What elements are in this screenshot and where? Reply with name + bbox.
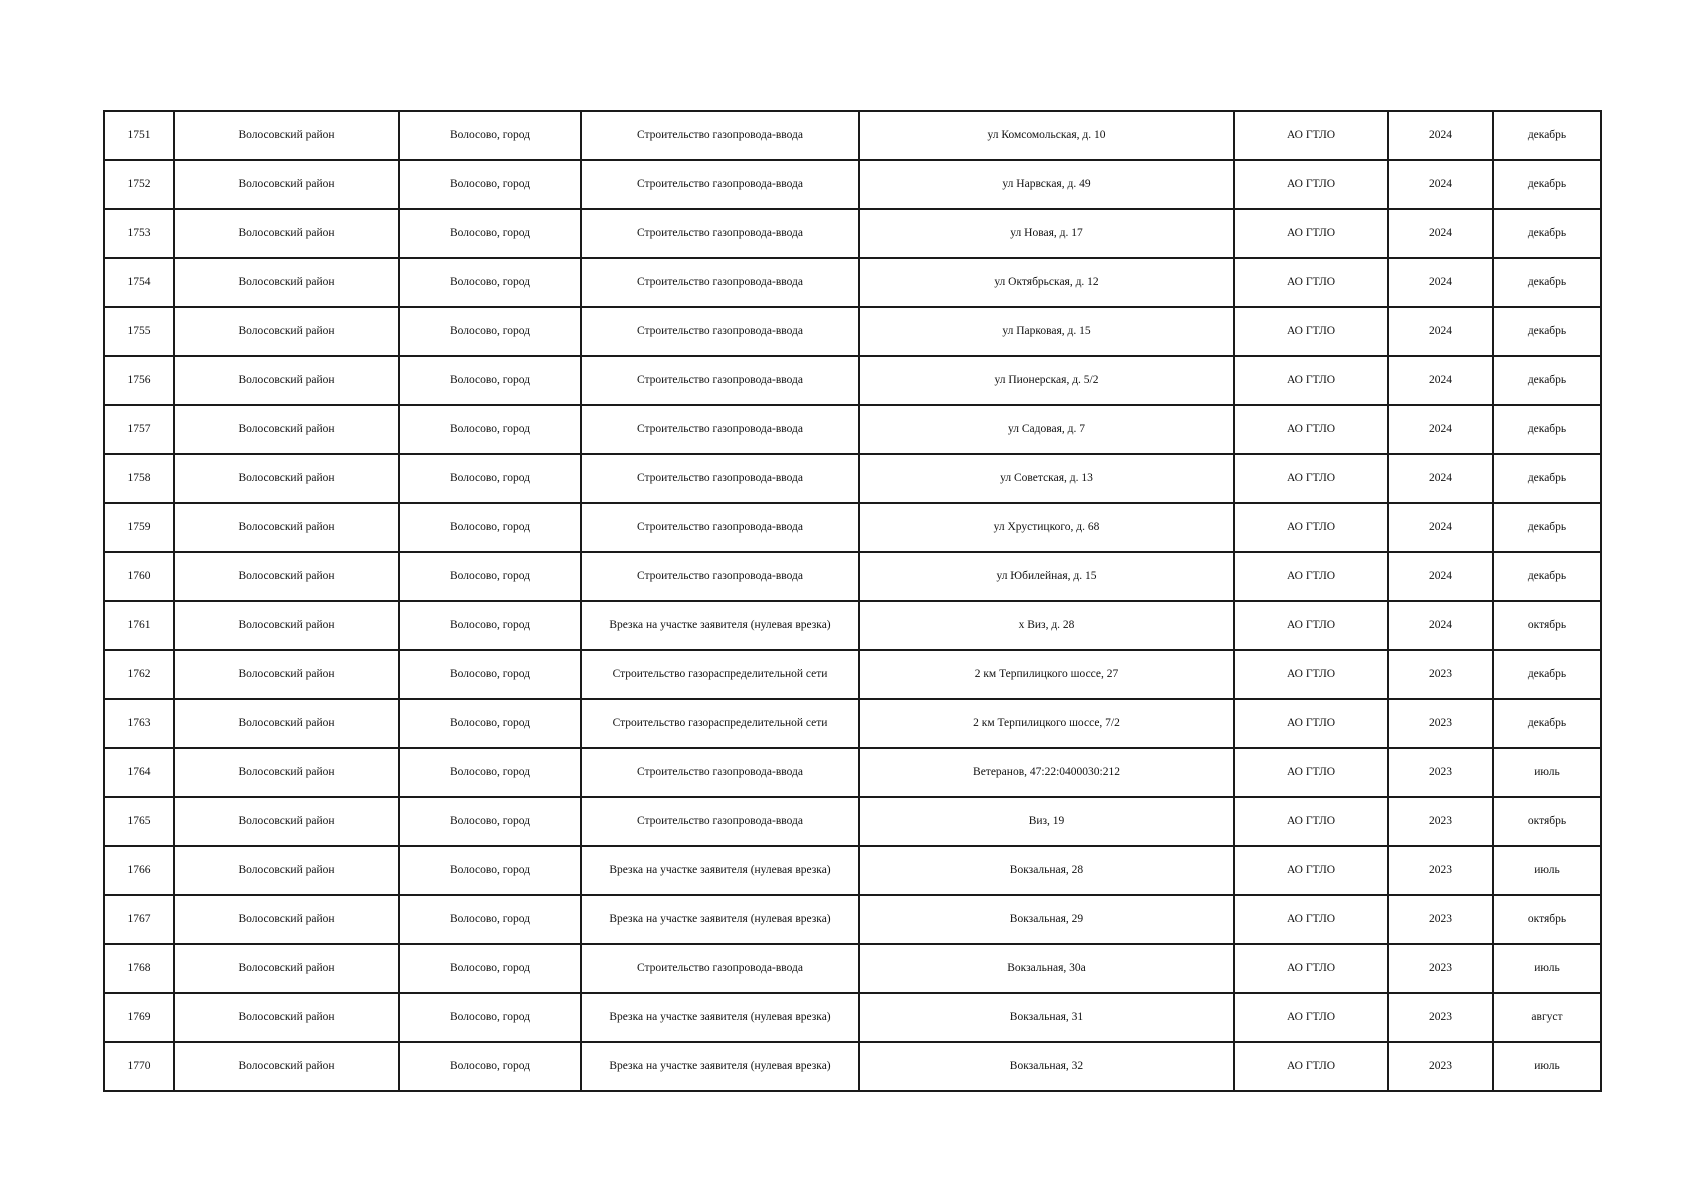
cell-district: Волосовский район xyxy=(174,307,399,356)
cell-district: Волосовский район xyxy=(174,209,399,258)
cell-settlement: Волосово, город xyxy=(399,356,581,405)
cell-district: Волосовский район xyxy=(174,454,399,503)
cell-settlement: Волосово, город xyxy=(399,846,581,895)
cell-address: ул Юбилейная, д. 15 xyxy=(859,552,1234,601)
cell-district: Волосовский район xyxy=(174,160,399,209)
cell-month: октябрь xyxy=(1493,895,1601,944)
cell-year: 2024 xyxy=(1388,307,1493,356)
table-row xyxy=(104,699,1601,748)
cell-settlement: Волосово, город xyxy=(399,650,581,699)
cell-number: 1754 xyxy=(104,258,174,307)
cell-address: ул Хрустицкого, д. 68 xyxy=(859,503,1234,552)
cell-month: декабрь xyxy=(1493,356,1601,405)
cell-organization: АО ГТЛО xyxy=(1234,160,1388,209)
cell-district: Волосовский район xyxy=(174,356,399,405)
cell-address: ул Садовая, д. 7 xyxy=(859,405,1234,454)
cell-month: декабрь xyxy=(1493,552,1601,601)
table-row xyxy=(104,601,1601,650)
cell-address: Вокзальная, 30а xyxy=(859,944,1234,993)
cell-work-type: Врезка на участке заявителя (нулевая врезка) xyxy=(581,993,859,1042)
cell-organization: АО ГТЛО xyxy=(1234,797,1388,846)
cell-organization: АО ГТЛО xyxy=(1234,503,1388,552)
cell-work-type: Строительство газопровода-ввода xyxy=(581,944,859,993)
cell-number: 1762 xyxy=(104,650,174,699)
cell-settlement: Волосово, город xyxy=(399,699,581,748)
cell-year: 2023 xyxy=(1388,944,1493,993)
table-row xyxy=(104,111,1601,160)
cell-number: 1759 xyxy=(104,503,174,552)
cell-work-type: Строительство газопровода-ввода xyxy=(581,307,859,356)
cell-year: 2023 xyxy=(1388,650,1493,699)
cell-work-type: Строительство газораспределительной сети xyxy=(581,650,859,699)
cell-month: декабрь xyxy=(1493,454,1601,503)
cell-settlement: Волосово, город xyxy=(399,111,581,160)
cell-organization: АО ГТЛО xyxy=(1234,993,1388,1042)
cell-settlement: Волосово, город xyxy=(399,895,581,944)
cell-organization: АО ГТЛО xyxy=(1234,748,1388,797)
table-row xyxy=(104,650,1601,699)
cell-address: х Виз, д. 28 xyxy=(859,601,1234,650)
table-body xyxy=(104,111,1601,1091)
cell-settlement: Волосово, город xyxy=(399,1042,581,1091)
cell-settlement: Волосово, город xyxy=(399,601,581,650)
cell-address: ул Пионерская, д. 5/2 xyxy=(859,356,1234,405)
cell-address: ул Октябрьская, д. 12 xyxy=(859,258,1234,307)
cell-work-type: Строительство газораспределительной сети xyxy=(581,699,859,748)
cell-year: 2024 xyxy=(1388,454,1493,503)
cell-organization: АО ГТЛО xyxy=(1234,846,1388,895)
table-row xyxy=(104,356,1601,405)
cell-address: Вокзальная, 29 xyxy=(859,895,1234,944)
cell-district: Волосовский район xyxy=(174,650,399,699)
cell-month: декабрь xyxy=(1493,209,1601,258)
table-row xyxy=(104,258,1601,307)
cell-month: август xyxy=(1493,993,1601,1042)
table-row xyxy=(104,895,1601,944)
cell-district: Волосовский район xyxy=(174,846,399,895)
table-row xyxy=(104,454,1601,503)
cell-district: Волосовский район xyxy=(174,797,399,846)
cell-district: Волосовский район xyxy=(174,552,399,601)
cell-number: 1768 xyxy=(104,944,174,993)
cell-year: 2024 xyxy=(1388,160,1493,209)
cell-month: июль xyxy=(1493,1042,1601,1091)
cell-settlement: Волосово, город xyxy=(399,748,581,797)
cell-month: июль xyxy=(1493,846,1601,895)
cell-month: октябрь xyxy=(1493,797,1601,846)
cell-number: 1763 xyxy=(104,699,174,748)
cell-year: 2024 xyxy=(1388,356,1493,405)
cell-month: декабрь xyxy=(1493,650,1601,699)
table-row xyxy=(104,160,1601,209)
cell-year: 2024 xyxy=(1388,405,1493,454)
cell-settlement: Волосово, город xyxy=(399,944,581,993)
table-row xyxy=(104,993,1601,1042)
cell-organization: АО ГТЛО xyxy=(1234,356,1388,405)
cell-district: Волосовский район xyxy=(174,895,399,944)
cell-district: Волосовский район xyxy=(174,993,399,1042)
cell-number: 1753 xyxy=(104,209,174,258)
cell-address: ул Советская, д. 13 xyxy=(859,454,1234,503)
cell-settlement: Волосово, город xyxy=(399,552,581,601)
cell-organization: АО ГТЛО xyxy=(1234,307,1388,356)
cell-month: декабрь xyxy=(1493,258,1601,307)
cell-organization: АО ГТЛО xyxy=(1234,895,1388,944)
cell-work-type: Строительство газопровода-ввода xyxy=(581,209,859,258)
cell-address: ул Комсомольская, д. 10 xyxy=(859,111,1234,160)
cell-number: 1769 xyxy=(104,993,174,1042)
cell-work-type: Врезка на участке заявителя (нулевая врезка) xyxy=(581,895,859,944)
cell-year: 2023 xyxy=(1388,699,1493,748)
table-row xyxy=(104,307,1601,356)
cell-year: 2023 xyxy=(1388,895,1493,944)
cell-district: Волосовский район xyxy=(174,699,399,748)
cell-number: 1761 xyxy=(104,601,174,650)
cell-number: 1755 xyxy=(104,307,174,356)
cell-work-type: Строительство газопровода-ввода xyxy=(581,258,859,307)
cell-district: Волосовский район xyxy=(174,748,399,797)
cell-year: 2024 xyxy=(1388,111,1493,160)
cell-year: 2023 xyxy=(1388,846,1493,895)
cell-month: декабрь xyxy=(1493,111,1601,160)
cell-work-type: Строительство газопровода-ввода xyxy=(581,748,859,797)
cell-work-type: Строительство газопровода-ввода xyxy=(581,797,859,846)
cell-number: 1767 xyxy=(104,895,174,944)
cell-organization: АО ГТЛО xyxy=(1234,209,1388,258)
cell-organization: АО ГТЛО xyxy=(1234,111,1388,160)
table-row xyxy=(104,944,1601,993)
cell-organization: АО ГТЛО xyxy=(1234,699,1388,748)
cell-address: Вокзальная, 32 xyxy=(859,1042,1234,1091)
cell-settlement: Волосово, город xyxy=(399,209,581,258)
cell-settlement: Волосово, город xyxy=(399,405,581,454)
cell-year: 2023 xyxy=(1388,993,1493,1042)
table-row xyxy=(104,1042,1601,1091)
cell-organization: АО ГТЛО xyxy=(1234,650,1388,699)
cell-district: Волосовский район xyxy=(174,944,399,993)
cell-month: июль xyxy=(1493,944,1601,993)
cell-work-type: Врезка на участке заявителя (нулевая врезка) xyxy=(581,601,859,650)
cell-number: 1752 xyxy=(104,160,174,209)
cell-year: 2024 xyxy=(1388,258,1493,307)
cell-work-type: Строительство газопровода-ввода xyxy=(581,454,859,503)
cell-month: декабрь xyxy=(1493,405,1601,454)
cell-organization: АО ГТЛО xyxy=(1234,601,1388,650)
cell-work-type: Строительство газопровода-ввода xyxy=(581,356,859,405)
table-row xyxy=(104,846,1601,895)
cell-organization: АО ГТЛО xyxy=(1234,454,1388,503)
cell-year: 2024 xyxy=(1388,552,1493,601)
cell-year: 2023 xyxy=(1388,1042,1493,1091)
cell-year: 2024 xyxy=(1388,503,1493,552)
cell-year: 2024 xyxy=(1388,209,1493,258)
cell-number: 1765 xyxy=(104,797,174,846)
cell-month: декабрь xyxy=(1493,160,1601,209)
cell-month: октябрь xyxy=(1493,601,1601,650)
cell-settlement: Волосово, город xyxy=(399,454,581,503)
cell-address: Вокзальная, 28 xyxy=(859,846,1234,895)
cell-settlement: Волосово, город xyxy=(399,307,581,356)
cell-address: 2 км Терпилицкого шоссе, 27 xyxy=(859,650,1234,699)
cell-work-type: Строительство газопровода-ввода xyxy=(581,503,859,552)
cell-work-type: Строительство газопровода-ввода xyxy=(581,111,859,160)
cell-district: Волосовский район xyxy=(174,1042,399,1091)
cell-address: Ветеранов, 47:22:0400030:212 xyxy=(859,748,1234,797)
cell-district: Волосовский район xyxy=(174,601,399,650)
cell-number: 1756 xyxy=(104,356,174,405)
cell-year: 2024 xyxy=(1388,601,1493,650)
table-row xyxy=(104,405,1601,454)
cell-settlement: Волосово, город xyxy=(399,160,581,209)
gas-connection-table xyxy=(103,110,1602,1092)
cell-number: 1758 xyxy=(104,454,174,503)
cell-organization: АО ГТЛО xyxy=(1234,258,1388,307)
cell-number: 1757 xyxy=(104,405,174,454)
cell-address: ул Нарвская, д. 49 xyxy=(859,160,1234,209)
cell-settlement: Волосово, город xyxy=(399,797,581,846)
cell-work-type: Врезка на участке заявителя (нулевая врезка) xyxy=(581,1042,859,1091)
cell-settlement: Волосово, город xyxy=(399,503,581,552)
cell-organization: АО ГТЛО xyxy=(1234,552,1388,601)
cell-month: декабрь xyxy=(1493,699,1601,748)
cell-settlement: Волосово, город xyxy=(399,258,581,307)
cell-district: Волосовский район xyxy=(174,405,399,454)
cell-address: ул Новая, д. 17 xyxy=(859,209,1234,258)
cell-month: декабрь xyxy=(1493,307,1601,356)
cell-work-type: Врезка на участке заявителя (нулевая врезка) xyxy=(581,846,859,895)
table-row xyxy=(104,552,1601,601)
cell-month: июль xyxy=(1493,748,1601,797)
cell-number: 1770 xyxy=(104,1042,174,1091)
cell-organization: АО ГТЛО xyxy=(1234,1042,1388,1091)
cell-address: Виз, 19 xyxy=(859,797,1234,846)
cell-district: Волосовский район xyxy=(174,503,399,552)
cell-number: 1760 xyxy=(104,552,174,601)
table-row xyxy=(104,797,1601,846)
cell-work-type: Строительство газопровода-ввода xyxy=(581,552,859,601)
cell-address: 2 км Терпилицкого шоссе, 7/2 xyxy=(859,699,1234,748)
cell-address: Вокзальная, 31 xyxy=(859,993,1234,1042)
cell-settlement: Волосово, город xyxy=(399,993,581,1042)
table-row xyxy=(104,209,1601,258)
cell-year: 2023 xyxy=(1388,797,1493,846)
cell-organization: АО ГТЛО xyxy=(1234,405,1388,454)
cell-year: 2023 xyxy=(1388,748,1493,797)
cell-work-type: Строительство газопровода-ввода xyxy=(581,160,859,209)
cell-number: 1764 xyxy=(104,748,174,797)
cell-district: Волосовский район xyxy=(174,258,399,307)
cell-number: 1766 xyxy=(104,846,174,895)
cell-work-type: Строительство газопровода-ввода xyxy=(581,405,859,454)
table-row xyxy=(104,748,1601,797)
cell-number: 1751 xyxy=(104,111,174,160)
cell-month: декабрь xyxy=(1493,503,1601,552)
table-row xyxy=(104,503,1601,552)
cell-address: ул Парковая, д. 15 xyxy=(859,307,1234,356)
cell-organization: АО ГТЛО xyxy=(1234,944,1388,993)
cell-district: Волосовский район xyxy=(174,111,399,160)
